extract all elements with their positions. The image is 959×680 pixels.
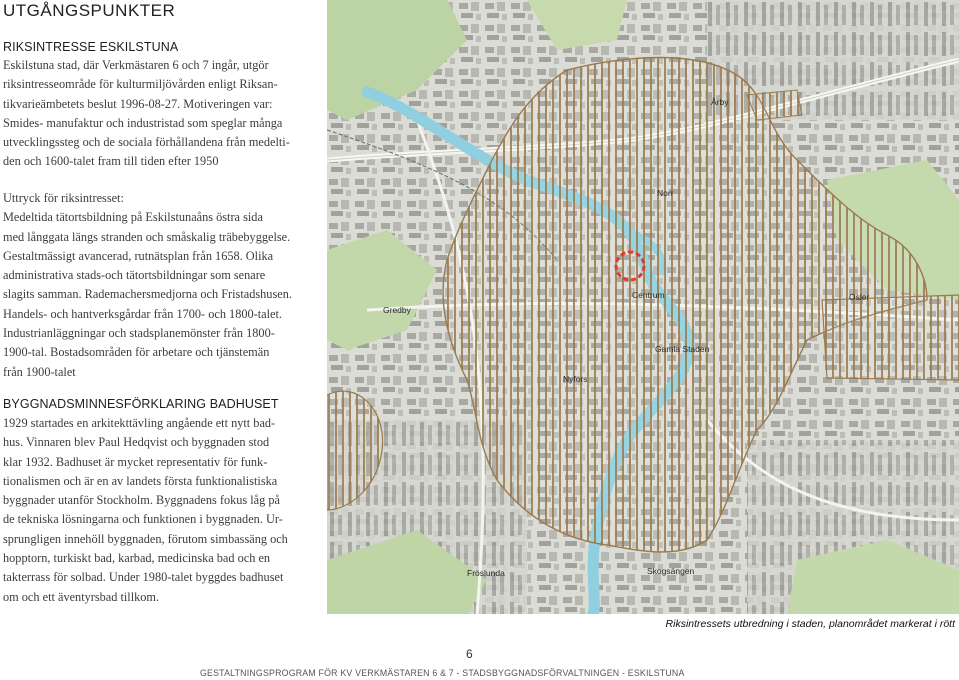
text-line: riksintresseområde för kulturmiljövården enligt Riksan- bbox=[3, 77, 278, 92]
text-line: administrativa stads-och tätortsbildningar som senare bbox=[3, 268, 266, 283]
map-caption: Riksintressets utbredning i staden, planområdet markerat i rött bbox=[665, 618, 955, 630]
text-line: Uttryck för riksintresset: bbox=[3, 191, 124, 205]
riksintresse-area bbox=[822, 295, 959, 380]
text-line: Industrianläggningar och stadsplanemönster från 1800- bbox=[3, 326, 275, 341]
text-line: Gestaltmässigt avancerad, rutnätsplan från 1658. Olika bbox=[3, 248, 274, 263]
page-footer: GESTALTNINGSPROGRAM FÖR KV VERKMÄSTAREN 6 & 7 - STADSBYGGNADSFÖRVALTNINGEN - ESKILSTUNA bbox=[200, 668, 685, 678]
text-line: takterrass för solbad. Under 1980-talet byggdes badhuset bbox=[3, 570, 284, 585]
page-title: UTGÅNGSPUNKTER bbox=[3, 1, 176, 20]
place-label-centrum: Centrum bbox=[632, 290, 665, 300]
riksintresse-area bbox=[747, 90, 802, 120]
place-label-gredby: Gredby bbox=[383, 305, 411, 315]
badhuset-paragraph bbox=[3, 414, 315, 607]
riksintresse-map bbox=[327, 0, 959, 614]
text-line: hopptorn, turkiskt bad, karbad, medicinska bad och en bbox=[3, 551, 271, 566]
text-line: 1900-tal. Bostadsområden för arbetare och tjänstemän bbox=[3, 345, 270, 360]
text-line: om och ett äventyrsbad tillkom. bbox=[3, 589, 160, 604]
place-label-froslunda: Fröslunda bbox=[467, 568, 505, 578]
place-label-norr: Norr bbox=[657, 188, 674, 198]
text-line: sprungligen innehöll byggnaden, förutom simbassäng och bbox=[3, 531, 288, 546]
text-line: Eskilstuna stad, där Verkmästaren 6 och 7 ingår, utgör bbox=[3, 58, 269, 72]
text-line: 1929 startades en arkitekttävling angående ett nytt bad- bbox=[3, 416, 276, 430]
text-line: Handels- och hantverksgårdar från 1700- och 1800-talet. bbox=[3, 306, 282, 321]
place-label-nyfors: Nyfors bbox=[563, 374, 588, 384]
place-label-arby: Årby bbox=[711, 97, 729, 107]
text-line: hus. Vinnaren blev Paul Hedqvist och byggnaden stod bbox=[3, 435, 270, 450]
text-line: slagits samman. Rademachersmedjorna och Fristadshusen. bbox=[3, 287, 292, 302]
place-label-skogsangen: Skogsängen bbox=[647, 566, 695, 576]
text-line: med långgata längs stranden och småskalig träbebyggelse. bbox=[3, 229, 291, 244]
text-line: Smides- manufaktur och industristad som speglar många bbox=[3, 115, 283, 130]
text-line: tikvarieämbetets beslut 1996-08-27. Motiveringen var: bbox=[3, 96, 273, 111]
text-line: byggnader utanför Stockholm. Byggnadens fokus låg på bbox=[3, 493, 280, 508]
text-line: utvecklingssteg och de sociala förhållandena från medelti- bbox=[3, 135, 290, 150]
text-line: klar 1932. Badhuset är mycket representativ för funk- bbox=[3, 454, 268, 469]
riksintresse-paragraph bbox=[3, 56, 315, 172]
text-line: tionalismen och är en av landets första funktionalistiska bbox=[3, 473, 278, 488]
badhuset-heading: BYGGNADSMINNESFÖRKLARING BADHUSET bbox=[3, 397, 279, 411]
place-label-gamla-staden: Gamla Staden bbox=[655, 344, 710, 354]
text-line: Medeltida tätortsbildning på Eskilstunaåns östra sida bbox=[3, 210, 263, 225]
text-line: de tekniska lösningarna och funktionen i byggnaden. Ur- bbox=[3, 512, 283, 527]
text-line: från 1900-talet bbox=[3, 364, 76, 379]
text-line: den och 1600-talet fram till tiden efter 1950 bbox=[3, 154, 219, 169]
uttryck-paragraph bbox=[3, 189, 315, 382]
place-label-osler: Osler bbox=[849, 292, 870, 302]
riksintresse-heading: RIKSINTRESSE ESKILSTUNA bbox=[3, 40, 179, 54]
page-number: 6 bbox=[466, 647, 473, 661]
